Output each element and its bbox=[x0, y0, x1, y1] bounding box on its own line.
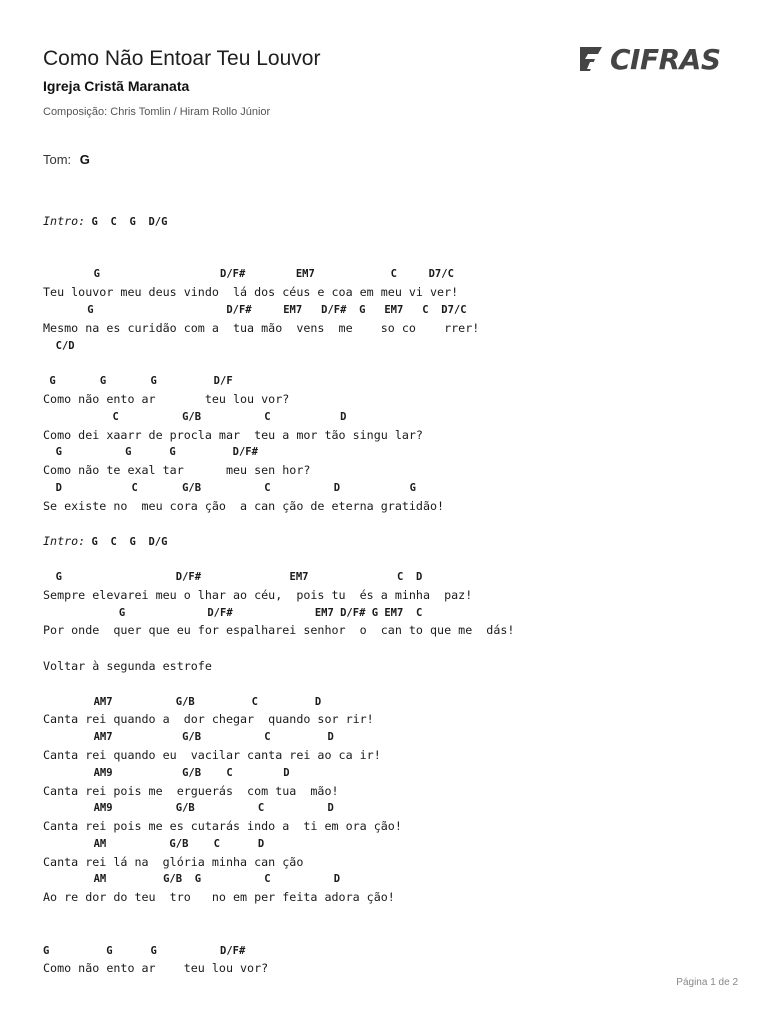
chord-line[interactable]: G D/F# EM7 C D7/C bbox=[43, 268, 454, 281]
chord-line[interactable]: G G G D/F# bbox=[43, 944, 246, 957]
chord-sheet bbox=[43, 213, 514, 978]
lyric-line: Ao re dor do teu tro no em per feita adora ção! bbox=[43, 890, 395, 905]
intro-line bbox=[43, 213, 514, 231]
song-key bbox=[43, 152, 90, 167]
key-label: Tom: bbox=[43, 152, 72, 167]
lyric-line: Canta rei lá na glória minha can ção bbox=[43, 854, 304, 869]
blank-line bbox=[43, 640, 514, 658]
chord-line[interactable]: G G G D/F# bbox=[43, 446, 258, 459]
intro-chords[interactable]: G C G D/G bbox=[85, 536, 168, 549]
cifras-logo-text: CIFRAS bbox=[610, 42, 721, 76]
page-indicator: Página 1 de 2 bbox=[676, 977, 738, 988]
blank-line bbox=[43, 676, 514, 694]
lyric-line: Como não ento ar teu lou vor? bbox=[43, 391, 290, 406]
composer-credit: Composição: Chris Tomlin / Hiram Rollo Júnior bbox=[43, 106, 271, 118]
lyric-line: Como dei xaarr de procla mar teu a mor tão singu lar? bbox=[43, 427, 423, 442]
lyric-line: Mesmo na es curidão com a tua mão vens me so co rrer! bbox=[43, 320, 480, 335]
lyric-line: Se existe no meu cora ção a can ção de eterna gratidão! bbox=[43, 498, 445, 513]
intro-line bbox=[43, 533, 514, 551]
chord-line[interactable]: G D/F# EM7 D/F# G EM7 C bbox=[43, 606, 423, 619]
chord-line[interactable]: C G/B C D bbox=[43, 410, 347, 423]
lyric-line: Como não te exal tar meu sen hor? bbox=[43, 463, 311, 478]
blank-line bbox=[43, 231, 514, 249]
blank-line bbox=[43, 355, 514, 373]
chord-line[interactable]: G D/F# EM7 C D bbox=[43, 570, 423, 583]
blank-line bbox=[43, 907, 514, 925]
blank-line bbox=[43, 516, 514, 534]
intro-label: Intro: bbox=[43, 534, 86, 549]
blank-line bbox=[43, 551, 514, 569]
lyric-line: Canta rei quando eu vacilar canta rei ao ca ir! bbox=[43, 747, 381, 762]
blank-line bbox=[43, 249, 514, 267]
chord-line[interactable]: AM9 G/B C D bbox=[43, 802, 334, 815]
artist-name[interactable]: Igreja Cristã Maranata bbox=[43, 78, 190, 94]
lyric-line: Teu louvor meu deus vindo lá dos céus e coa em meu vi ver! bbox=[43, 285, 459, 300]
note-line: Voltar à segunda estrofe bbox=[43, 658, 212, 673]
chord-line[interactable]: AM G/B C D bbox=[43, 837, 265, 850]
blank-line bbox=[43, 925, 514, 943]
key-value[interactable]: G bbox=[79, 152, 90, 167]
lyric-line: Canta rei quando a dor chegar quando sor rir! bbox=[43, 712, 374, 727]
chord-line[interactable]: AM7 G/B C D bbox=[43, 731, 334, 744]
chord-line[interactable]: G G G D/F bbox=[43, 375, 233, 388]
cifras-logo-icon bbox=[576, 45, 606, 73]
chord-line[interactable]: AM9 G/B C D bbox=[43, 766, 290, 779]
intro-chords[interactable]: G C G D/G bbox=[85, 216, 168, 228]
cifras-logo[interactable] bbox=[576, 42, 741, 76]
lyric-line: Por onde quer que eu for espalharei senhor o can to que me dás! bbox=[43, 623, 515, 638]
lyric-line: Como não ento ar teu lou vor? bbox=[43, 961, 269, 976]
intro-label: Intro: bbox=[43, 214, 86, 228]
chord-line[interactable]: AM7 G/B C D bbox=[43, 695, 322, 708]
chord-line[interactable]: C/D bbox=[43, 339, 75, 352]
chord-line[interactable]: AM G/B G C D bbox=[43, 873, 341, 886]
chord-line[interactable]: D C G/B C D G bbox=[43, 481, 416, 494]
lyric-line: Canta rei pois me es cutarás indo a ti em ora ção! bbox=[43, 819, 402, 834]
chord-line[interactable]: G D/F# EM7 D/F# G EM7 C D7/C bbox=[43, 303, 467, 316]
lyric-line: Canta rei pois me erguerás com tua mão! bbox=[43, 783, 339, 798]
song-title: Como Não Entoar Teu Louvor bbox=[43, 47, 321, 70]
lyric-line: Sempre elevarei meu o lhar ao céu, pois tu és a minha paz! bbox=[43, 587, 473, 602]
